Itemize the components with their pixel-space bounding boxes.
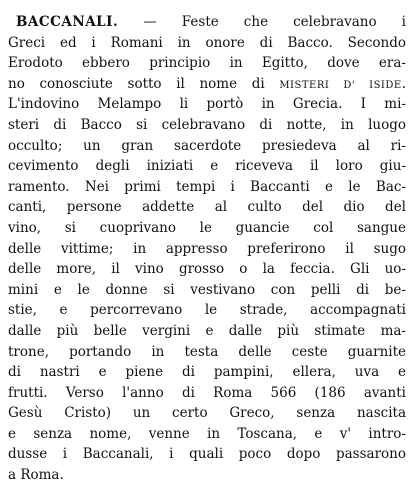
entry-line-11: vino, si cuoprivano le guancie col sangue — [8, 219, 406, 236]
entry-line-6: steri di Bacco si celebravano di notte, in luogo — [8, 116, 406, 133]
entry-line-10: canti, persone addette al culto del dio del — [8, 199, 406, 216]
dictionary-entry — [8, 12, 406, 486]
entry-line-7: occulto; un gran sacerdote presiedeva al ri- — [8, 137, 406, 154]
entry-line-2: Greci ed i Romani in onore di Bacco. Secondo — [8, 34, 406, 51]
entry-line-4-post: . — [401, 75, 406, 92]
entry-line-22: dusse i Baccanali, i quali poco dopo passarono — [8, 446, 406, 463]
entry-line-8: cevimento degli iniziati e riceveva il loro giu- — [8, 158, 406, 175]
entry-line-23: a Roma. — [8, 467, 64, 484]
entry-headword: BACCANALI. — [16, 14, 119, 30]
entry-line-16: dalle più belle vergini e dalle più stimate ma- — [8, 322, 406, 339]
entry-line-5: L'indovino Melampo li portò in Grecia. I mi- — [8, 96, 406, 113]
entry-line-12: delle vittime; in appresso preferirono il sugo — [8, 240, 406, 257]
entry-smallcaps-term: MISTERI D' ISIDE — [279, 79, 402, 91]
entry-line-3: Erodoto ebbero principio in Egitto, dove era- — [8, 55, 406, 72]
entry-line-20: Gesù Cristo) un certo Greco, senza nascita — [8, 405, 406, 422]
entry-line-4 — [8, 74, 406, 95]
entry-line-21: e senza nome, venne in Toscana, e v' intro- — [8, 425, 406, 442]
entry-line-18: di nastri e piene di pampini, ellera, uva e — [8, 364, 406, 381]
entry-line-1-text: — Feste che celebravano i — [118, 14, 406, 30]
entry-line-13: delle more, il vino grosso o la feccia. Gli uo- — [8, 261, 406, 278]
entry-line-15: stie, e percorrevano le strade, accompagnati — [8, 302, 406, 319]
entry-line-17: trone, portando in testa delle ceste guarnite — [8, 343, 406, 360]
entry-line-4-pre: no conosciute sotto il nome di — [8, 75, 280, 92]
entry-line-14: mini e le donne si vestivano con pelli di be- — [8, 281, 406, 298]
entry-line-9: ramento. Nei primi tempi i Baccanti e le Bac- — [8, 178, 406, 195]
entry-line-1 — [8, 12, 406, 33]
entry-line-19: frutti. Verso l'anno di Roma 566 (186 avanti — [8, 384, 406, 401]
